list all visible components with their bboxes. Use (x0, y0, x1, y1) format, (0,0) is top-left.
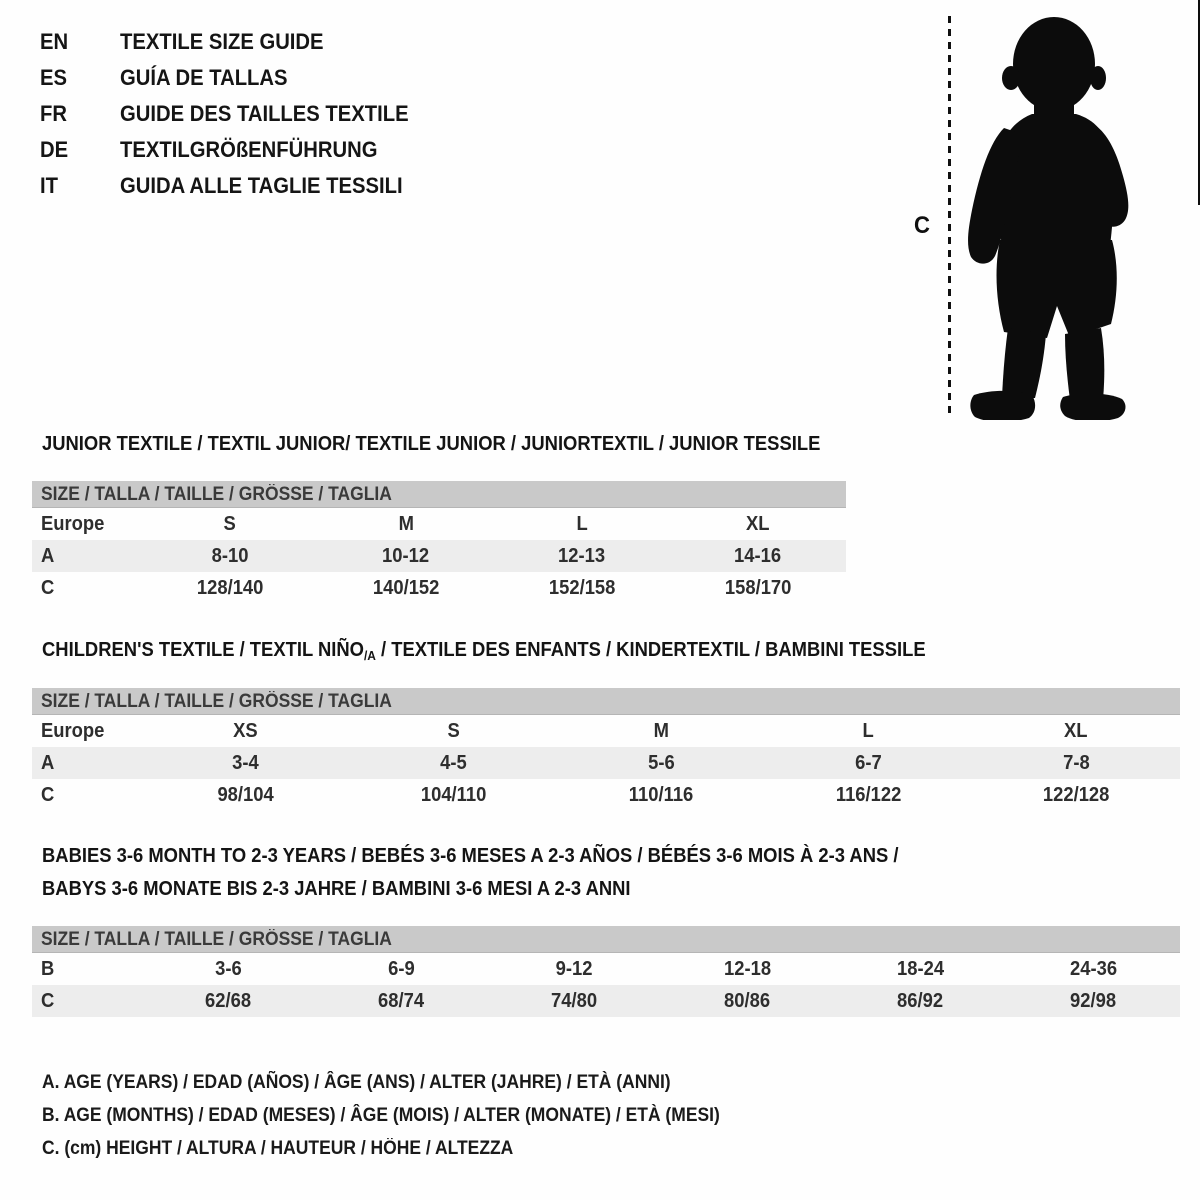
size-cell: 14-16 (734, 544, 782, 567)
size-cell: 3-4 (232, 751, 260, 774)
language-title: GUÍA DE TALLAS (120, 65, 288, 90)
size-cell: XL (1064, 719, 1088, 742)
language-title: TEXTILGRÖßENFÜHRUNG (120, 137, 378, 162)
silhouette-right-leg (1065, 328, 1104, 400)
row-label: C (41, 989, 55, 1012)
silhouette-ear-right (1090, 66, 1106, 90)
table-row-europe (32, 715, 1180, 747)
language-code: IT (40, 173, 58, 198)
silhouette-right-foot (1060, 393, 1125, 420)
size-cell: 3-6 (215, 957, 242, 980)
size-cell: 122/128 (1042, 783, 1110, 806)
language-title: TEXTILE SIZE GUIDE (120, 29, 324, 54)
language-code: ES (40, 65, 68, 90)
title-subscript: /A (363, 648, 376, 663)
size-cell: 6-7 (855, 751, 882, 774)
size-cell: XL (746, 512, 770, 535)
table-row-age-years (32, 540, 846, 572)
height-measure-dashed-line (948, 16, 951, 418)
children-section-title: CHILDREN'S TEXTILE / TEXTIL $NIÑO_{/A}$ / TEXTILE DES ENFANTS / KINDERTEXTIL / BAMBINI TESSILE (42, 639, 926, 663)
row-label: B (41, 957, 55, 980)
size-cell: 140/152 (372, 576, 440, 599)
size-cell: 8-10 (211, 544, 249, 567)
table-row-height-cm (32, 985, 1180, 1017)
size-cell: 5-6 (647, 751, 675, 774)
language-row-en (40, 24, 434, 60)
size-cell: 74/80 (551, 989, 598, 1012)
table-row-age-months (32, 953, 1180, 985)
language-code: FR (40, 101, 67, 126)
language-title: GUIDE DES TAILLES TEXTILE (120, 101, 409, 126)
height-measure-label: C (914, 212, 930, 239)
size-cell: 158/170 (724, 576, 792, 599)
measure-legend (42, 1066, 779, 1165)
size-cell: M (653, 719, 669, 742)
size-cell: 9-12 (556, 957, 593, 980)
legend-height-cm: C. (cm) HEIGHT / ALTURA / HAUTEUR / HÖHE / ALTEZZA (42, 1137, 514, 1159)
silhouette-left-foot (970, 391, 1035, 420)
row-label: C (41, 576, 55, 599)
toddler-silhouette-image (962, 14, 1138, 420)
size-cell: 24-36 (1069, 957, 1118, 980)
size-cell: L (576, 512, 588, 535)
silhouette-ear-left (1002, 66, 1020, 90)
legend-age-years: A. AGE (YEARS) / EDAD (AÑOS) / ÂGE (ANS) / ALTER (JAHRE) / ETÀ (ANNI) (42, 1071, 671, 1093)
language-code: EN (40, 29, 69, 54)
junior-size-table (32, 481, 846, 604)
babies-section-title-line2: BABYS 3-6 MONATE BIS 2-3 JAHRE / BAMBINI 3-6 MESI A 2-3 ANNI (42, 878, 631, 900)
babies-section-title-line1: BABIES 3-6 MONTH TO 2-3 YEARS / BEBÉS 3-6 MESES A 2-3 AÑOS / BÉBÉS 3-6 MOIS À 2-3 ANS / (42, 845, 899, 867)
size-cell: 12-13 (558, 544, 606, 567)
row-label: A (41, 751, 55, 774)
size-header-bar: SIZE / TALLA / TAILLE / GRÖSSE / TAGLIA (32, 688, 1180, 715)
size-cell: 128/140 (196, 576, 264, 599)
language-row-es (40, 60, 434, 96)
row-label: C (41, 783, 55, 806)
language-code: DE (40, 137, 69, 162)
size-cell: M (398, 512, 414, 535)
size-cell: 92/98 (1070, 989, 1117, 1012)
silhouette-left-leg (1002, 328, 1046, 398)
size-cell: 104/110 (420, 783, 487, 806)
size-cell: 80/86 (724, 989, 771, 1012)
size-cell: L (862, 719, 875, 742)
size-cell: S (223, 512, 237, 535)
size-cell: 110/116 (628, 783, 694, 806)
silhouette-shorts (997, 240, 1117, 338)
language-row-it (40, 168, 434, 204)
size-cell: S (447, 719, 460, 742)
size-cell: 86/92 (897, 989, 944, 1012)
children-size-table (32, 688, 1180, 811)
row-label: Europe (41, 512, 105, 535)
size-cell: 98/104 (217, 783, 274, 806)
babies-size-table (32, 926, 1180, 1017)
size-cell: 116/122 (835, 783, 902, 806)
table-row-europe (32, 508, 846, 540)
size-cell: 4-5 (440, 751, 467, 774)
size-cell: 18-24 (896, 957, 945, 980)
row-label: A (41, 544, 55, 567)
table-row-age-years (32, 747, 1180, 779)
size-cell: 68/74 (378, 989, 425, 1012)
size-cell: 7-8 (1062, 751, 1090, 774)
language-title: GUIDA ALLE TAGLIE TESSILI (120, 173, 403, 198)
size-header-bar: SIZE / TALLA / TAILLE / GRÖSSE / TAGLIA (32, 481, 846, 508)
junior-section-title: JUNIOR TEXTILE / TEXTIL JUNIOR/ TEXTILE JUNIOR / JUNIORTEXTIL / JUNIOR TESSILE (42, 433, 821, 455)
size-cell: 6-9 (388, 957, 415, 980)
language-row-de (40, 132, 434, 168)
size-cell: 62/68 (205, 989, 252, 1012)
size-cell: 12-18 (723, 957, 772, 980)
size-cell: XS (233, 719, 259, 742)
size-header-bar: SIZE / TALLA / TAILLE / GRÖSSE / TAGLIA (32, 926, 1180, 953)
table-row-height-cm (32, 779, 1180, 811)
table-row-height-cm (32, 572, 846, 604)
size-cell: 10-12 (382, 544, 430, 567)
legend-age-months: B. AGE (MONTHS) / EDAD (MESES) / ÂGE (MOIS) / ALTER (MONATE) / ETÀ (MESI) (42, 1104, 720, 1126)
language-title-list (40, 24, 434, 204)
size-cell: 152/158 (548, 576, 616, 599)
row-label: Europe (41, 719, 105, 742)
language-row-fr (40, 96, 434, 132)
